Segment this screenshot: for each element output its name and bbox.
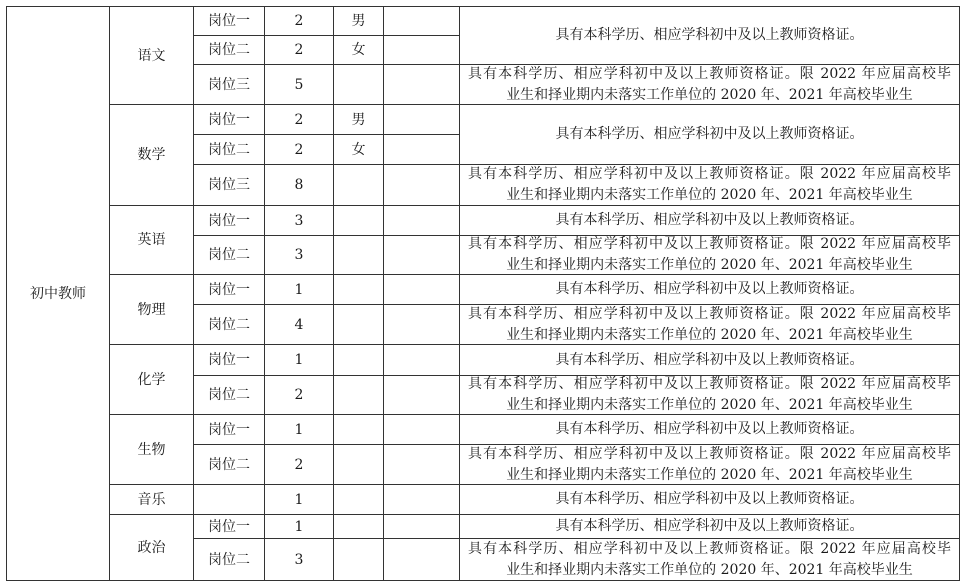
- count-cell: 3: [264, 538, 334, 581]
- requirement-cell: [459, 344, 960, 376]
- requirement-cell: [459, 104, 960, 165]
- gender-cell: [333, 274, 384, 305]
- post-cell: 岗位二: [193, 134, 265, 165]
- post-cell: 岗位一: [193, 344, 265, 376]
- note-cell: [383, 235, 460, 275]
- gender-cell: 男: [333, 104, 384, 135]
- requirement-text: 具有本科学历、相应学科初中及以上教师资格证。: [555, 126, 864, 142]
- subject-cell: 物理: [109, 274, 194, 345]
- note-cell: [383, 538, 460, 581]
- post-cell: 岗位一: [193, 514, 265, 539]
- gender-cell: [333, 514, 384, 539]
- gender-cell: [333, 304, 384, 345]
- post-cell: 岗位三: [193, 164, 265, 206]
- requirement-text: 具有本科学历、相应学科初中及以上教师资格证。: [555, 27, 864, 43]
- requirement-text-line2: 业生和择业期内未落实工作单位的 2020 年、2021 年高校毕业生: [506, 187, 913, 203]
- count-cell: 2: [264, 35, 334, 65]
- requirement-cell: [459, 205, 960, 236]
- post-cell: 岗位一: [193, 104, 265, 135]
- note-cell: [383, 274, 460, 305]
- gender-cell: [333, 344, 384, 376]
- requirement-cell: [459, 414, 960, 445]
- requirement-cell: [459, 484, 960, 515]
- count-cell: 2: [264, 444, 334, 485]
- requirement-cell: [459, 375, 960, 415]
- subject-cell: 英语: [109, 205, 194, 275]
- requirement-cell: [459, 164, 960, 206]
- note-cell: [383, 205, 460, 236]
- gender-cell: 女: [333, 35, 384, 65]
- count-cell: 4: [264, 304, 334, 345]
- count-cell: 3: [264, 235, 334, 275]
- requirement-text-line2: 业生和择业期内未落实工作单位的 2020 年、2021 年高校毕业生: [506, 466, 913, 483]
- subject-cell: 政治: [109, 514, 194, 581]
- requirement-text-line1: 具有本科学历、相应学科初中及以上教师资格证。限 2022 年应届高校毕: [468, 236, 951, 252]
- gender-cell: [333, 235, 384, 275]
- requirement-cell: [459, 444, 960, 485]
- subject-cell: 化学: [109, 344, 194, 415]
- requirement-text-line1: 具有本科学历、相应学科初中及以上教师资格证。限 2022 年应届高校毕: [468, 376, 951, 392]
- gender-cell: [333, 205, 384, 236]
- requirement-cell: [459, 6, 960, 65]
- post-cell: 岗位一: [193, 205, 265, 236]
- note-cell: [383, 444, 460, 485]
- post-cell: 岗位一: [193, 6, 265, 36]
- gender-cell: [333, 444, 384, 485]
- note-cell: [383, 35, 460, 65]
- note-cell: [383, 344, 460, 376]
- post-cell: 岗位二: [193, 304, 265, 345]
- requirement-cell: [459, 64, 960, 105]
- subject-cell: 音乐: [109, 484, 194, 515]
- count-cell: 2: [264, 6, 334, 36]
- gender-cell: [333, 164, 384, 206]
- gender-cell: [333, 484, 384, 515]
- subject-cell: 语文: [109, 6, 194, 105]
- requirement-cell: [459, 274, 960, 305]
- post-cell: 岗位二: [193, 35, 265, 65]
- count-cell: 3: [264, 205, 334, 236]
- requirement-cell: [459, 304, 960, 345]
- count-cell: 1: [264, 274, 334, 305]
- gender-cell: 女: [333, 134, 384, 165]
- requirement-text-line2: 业生和择业期内未落实工作单位的 2020 年、2021 年高校毕业生: [506, 561, 913, 578]
- count-cell: 1: [264, 414, 334, 445]
- note-cell: [383, 375, 460, 415]
- note-cell: [383, 134, 460, 165]
- count-cell: 2: [264, 375, 334, 415]
- post-cell: 岗位一: [193, 274, 265, 305]
- requirement-text-line2: 业生和择业期内未落实工作单位的 2020 年、2021 年高校毕业生: [506, 257, 913, 273]
- requirement-cell: [459, 235, 960, 275]
- gender-cell: [333, 375, 384, 415]
- count-cell: 8: [264, 164, 334, 206]
- requirement-text-line1: 具有本科学历、相应学科初中及以上教师资格证。限 2022 年应届高校毕: [468, 305, 951, 322]
- gender-cell: [333, 414, 384, 445]
- count-cell: 1: [264, 514, 334, 539]
- requirement-text-line1: 具有本科学历、相应学科初中及以上教师资格证。限 2022 年应届高校毕: [468, 445, 951, 462]
- note-cell: [383, 304, 460, 345]
- post-cell: 岗位三: [193, 64, 265, 105]
- note-cell: [383, 414, 460, 445]
- post-cell: [193, 484, 265, 515]
- note-cell: [383, 104, 460, 135]
- count-cell: 2: [264, 134, 334, 165]
- requirement-text: 具有本科学历、相应学科初中及以上教师资格证。: [555, 491, 864, 507]
- count-cell: 1: [264, 344, 334, 376]
- count-cell: 1: [264, 484, 334, 515]
- requirement-text-line1: 具有本科学历、相应学科初中及以上教师资格证。限 2022 年应届高校毕: [468, 65, 951, 82]
- post-cell: 岗位二: [193, 235, 265, 275]
- note-cell: [383, 6, 460, 36]
- requirement-text: 具有本科学历、相应学科初中及以上教师资格证。: [555, 351, 864, 368]
- requirement-cell: [459, 538, 960, 581]
- note-cell: [383, 64, 460, 105]
- gender-cell: [333, 64, 384, 105]
- requirement-text-line1: 具有本科学历、相应学科初中及以上教师资格证。限 2022 年应届高校毕: [468, 166, 951, 182]
- category-cell: 初中教师: [6, 6, 110, 581]
- requirement-text-line2: 业生和择业期内未落实工作单位的 2020 年、2021 年高校毕业生: [506, 326, 913, 343]
- note-cell: [383, 514, 460, 539]
- gender-cell: 男: [333, 6, 384, 36]
- note-cell: [383, 484, 460, 515]
- requirement-text: 具有本科学历、相应学科初中及以上教师资格证。: [555, 212, 864, 228]
- post-cell: 岗位二: [193, 375, 265, 415]
- post-cell: 岗位二: [193, 444, 265, 485]
- requirement-text: 具有本科学历、相应学科初中及以上教师资格证。: [555, 281, 864, 297]
- post-cell: 岗位二: [193, 538, 265, 581]
- requirement-text-line2: 业生和择业期内未落实工作单位的 2020 年、2021 年高校毕业生: [506, 397, 913, 413]
- note-cell: [383, 164, 460, 206]
- requirement-cell: [459, 514, 960, 539]
- subject-cell: 生物: [109, 414, 194, 485]
- post-cell: 岗位一: [193, 414, 265, 445]
- gender-cell: [333, 538, 384, 581]
- count-cell: 2: [264, 104, 334, 135]
- subject-cell: 数学: [109, 104, 194, 206]
- requirement-text-line2: 业生和择业期内未落实工作单位的 2020 年、2021 年高校毕业生: [506, 86, 913, 103]
- count-cell: 5: [264, 64, 334, 105]
- requirement-text: 具有本科学历、相应学科初中及以上教师资格证。: [555, 518, 864, 534]
- requirement-text-line1: 具有本科学历、相应学科初中及以上教师资格证。限 2022 年应届高校毕: [468, 540, 951, 557]
- requirement-text: 具有本科学历、相应学科初中及以上教师资格证。: [555, 421, 864, 437]
